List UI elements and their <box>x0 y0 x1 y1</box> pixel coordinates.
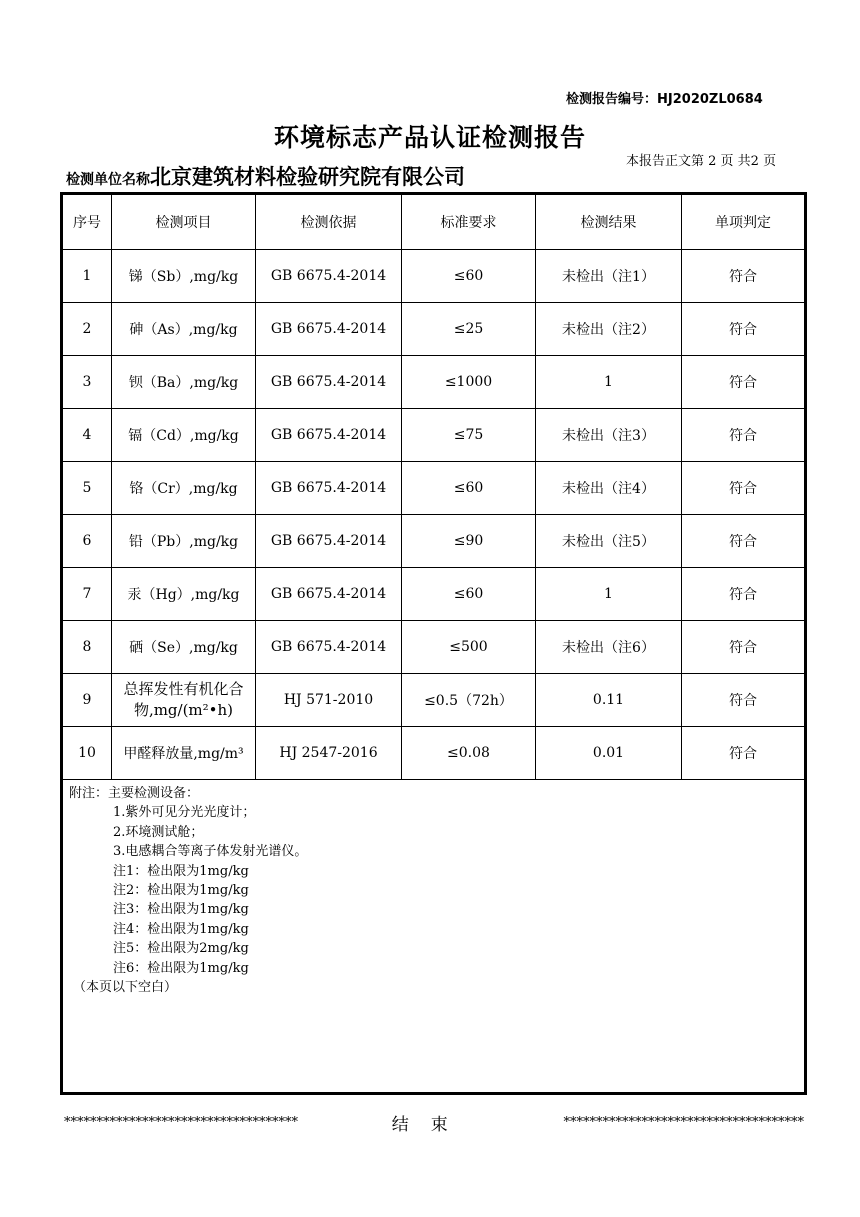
table-row <box>62 515 806 568</box>
row-requirement: ≤0.5（72h） <box>402 674 536 727</box>
row-judgment: 符合 <box>682 409 806 462</box>
row-no: 10 <box>62 727 112 780</box>
row-result: 0.01 <box>536 727 682 780</box>
row-requirement: ≤90 <box>402 515 536 568</box>
row-basis: GB 6675.4-2014 <box>256 409 402 462</box>
table-header-row <box>62 194 806 250</box>
row-judgment: 符合 <box>682 250 806 303</box>
row-requirement: ≤75 <box>402 409 536 462</box>
row-item: 甲醛释放量,mg/m³ <box>112 727 256 780</box>
row-result: 未检出（注4） <box>536 462 682 515</box>
row-result: 0.11 <box>536 674 682 727</box>
table-row <box>62 250 806 303</box>
row-requirement: ≤0.08 <box>402 727 536 780</box>
testing-unit-name: 北京建筑材料检验研究院有限公司 <box>150 165 465 189</box>
row-result: 未检出（注6） <box>536 621 682 674</box>
row-item: 硒（Se）,mg/kg <box>112 621 256 674</box>
row-judgment: 符合 <box>682 515 806 568</box>
testing-unit-line <box>66 161 465 191</box>
row-no: 9 <box>62 674 112 727</box>
row-requirement: ≤60 <box>402 568 536 621</box>
table-row <box>62 356 806 409</box>
equipment-item: 3.电感耦合等离子体发射光谱仪。 <box>113 844 308 860</box>
row-no: 3 <box>62 356 112 409</box>
row-basis: GB 6675.4-2014 <box>256 462 402 515</box>
table-row <box>62 462 806 515</box>
row-no: 1 <box>62 250 112 303</box>
detection-limit-note: 注3：检出限为1mg/kg <box>113 902 249 918</box>
detection-limit-note: 注1：检出限为1mg/kg <box>113 863 249 879</box>
footer-stars-right: ************************************* <box>563 1115 804 1130</box>
row-no: 2 <box>62 303 112 356</box>
table-row <box>62 409 806 462</box>
row-basis: GB 6675.4-2014 <box>256 621 402 674</box>
row-basis: HJ 571-2010 <box>256 674 402 727</box>
table-row <box>62 568 806 621</box>
row-basis: HJ 2547-2016 <box>256 727 402 780</box>
row-no: 7 <box>62 568 112 621</box>
header-item: 检测项目 <box>112 194 256 250</box>
notes-heading: 附注：主要检测设备： <box>69 786 200 801</box>
page-info: 本报告正文第 2 页 共2 页 <box>626 154 777 169</box>
header-judgment: 单项判定 <box>682 194 806 250</box>
row-judgment: 符合 <box>682 356 806 409</box>
row-basis: GB 6675.4-2014 <box>256 515 402 568</box>
detection-limit-note: 注4：检出限为1mg/kg <box>113 921 249 937</box>
row-requirement: ≤500 <box>402 621 536 674</box>
row-item: 铬（Cr）,mg/kg <box>112 462 256 515</box>
report-number-label: 检测报告编号： <box>566 92 658 107</box>
row-item: 铅（Pb）,mg/kg <box>112 515 256 568</box>
row-item: 汞（Hg）,mg/kg <box>112 568 256 621</box>
detection-limit-note: 注2：检出限为1mg/kg <box>113 883 249 899</box>
blank-below-note: （本页以下空白） <box>73 980 178 996</box>
row-judgment: 符合 <box>682 568 806 621</box>
testing-unit-label: 检测单位名称 <box>66 172 150 188</box>
report-number-line <box>566 88 763 107</box>
row-result: 1 <box>536 568 682 621</box>
notes-cell <box>62 780 806 1094</box>
report-number: HJ2020ZL0684 <box>657 92 763 107</box>
header-no: 序号 <box>62 194 112 250</box>
row-item: 总挥发性有机化合物,mg/(m²•h) <box>112 674 256 727</box>
row-judgment: 符合 <box>682 462 806 515</box>
detection-limit-note: 注5：检出限为2mg/kg <box>113 941 249 957</box>
table-row <box>62 303 806 356</box>
footer-stars-left: ************************************ <box>64 1115 298 1130</box>
header-requirement: 标准要求 <box>402 194 536 250</box>
notes-block <box>69 784 798 997</box>
row-item: 锑（Sb）,mg/kg <box>112 250 256 303</box>
header-result: 检测结果 <box>536 194 682 250</box>
row-no: 8 <box>62 621 112 674</box>
notes-row <box>62 780 806 1094</box>
row-no: 4 <box>62 409 112 462</box>
row-no: 5 <box>62 462 112 515</box>
row-result: 未检出（注3） <box>536 409 682 462</box>
row-item: 钡（Ba）,mg/kg <box>112 356 256 409</box>
page-title: 环境标志产品认证检测报告 <box>273 123 586 152</box>
row-judgment: 符合 <box>682 621 806 674</box>
end-footer <box>64 1110 804 1135</box>
row-basis: GB 6675.4-2014 <box>256 568 402 621</box>
row-result: 1 <box>536 356 682 409</box>
row-requirement: ≤1000 <box>402 356 536 409</box>
row-requirement: ≤25 <box>402 303 536 356</box>
results-table <box>60 192 807 1095</box>
row-basis: GB 6675.4-2014 <box>256 356 402 409</box>
row-item: 砷（As）,mg/kg <box>112 303 256 356</box>
header-basis: 检测依据 <box>256 194 402 250</box>
row-no: 6 <box>62 515 112 568</box>
row-basis: GB 6675.4-2014 <box>256 250 402 303</box>
row-requirement: ≤60 <box>402 250 536 303</box>
table-row <box>62 727 806 780</box>
row-judgment: 符合 <box>682 727 806 780</box>
row-result: 未检出（注1） <box>536 250 682 303</box>
equipment-item: 1.紫外可见分光光度计； <box>113 805 256 821</box>
row-result: 未检出（注2） <box>536 303 682 356</box>
row-judgment: 符合 <box>682 674 806 727</box>
detection-limit-note: 注6：检出限为1mg/kg <box>113 960 249 976</box>
row-basis: GB 6675.4-2014 <box>256 303 402 356</box>
row-requirement: ≤60 <box>402 462 536 515</box>
row-judgment: 符合 <box>682 303 806 356</box>
row-item: 镉（Cd）,mg/kg <box>112 409 256 462</box>
table-row <box>62 674 806 727</box>
footer-end-text: 结束 <box>391 1115 470 1135</box>
table-row <box>62 621 806 674</box>
row-result: 未检出（注5） <box>536 515 682 568</box>
equipment-item: 2.环境测试舱； <box>113 824 204 840</box>
